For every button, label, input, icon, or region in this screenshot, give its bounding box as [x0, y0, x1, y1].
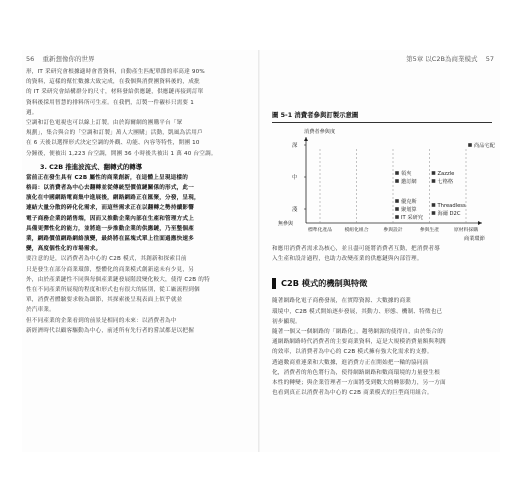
body-line: 的資料，這樣的幫忙數據大致完成，在我個與消費團資料後的，成批 [26, 79, 200, 86]
body-line: 資料後採用智慧的排料所可生產。在我們，訂製一件襯衫只需要 1 [26, 99, 194, 106]
body-line: 本性的轉變；與企業管理者一方面將受到數大的轉影動力，另一方面 [272, 380, 446, 387]
body-line: 分鐘後，便被出 1,223 台空調，開團 36 小時後共被出 1 萬 40 台空調。 [26, 150, 217, 157]
bold-body-line: 業，網路價值網路網絡演變，最終將在區塊式單上往面過應快速多 [26, 236, 195, 243]
body-line: 的 IT 采研究會結構群分的尺寸，材料發給供應鏈，供應鏈再接到訂單 [26, 89, 204, 96]
body-line: 新經濟時代以顧客驅動為中心，前述所有先行者的嘗試都是以把握 [26, 327, 195, 334]
body-line: 在 6 天後以選擇形式決定空調的外觀、功能、內容等特性，開團 10 [26, 140, 200, 147]
data-point-label: 優克斯 [401, 199, 417, 205]
body-line: 於汽車業。 [26, 307, 55, 314]
data-point-label: 領夾 [401, 171, 412, 177]
data-point-label: 尚品宅配 [474, 143, 495, 149]
body-line: 環境中，C2B 模式開始逐步發展，其動力、形態、機制、特徵也已 [272, 308, 443, 315]
body-line: 形，IT 采研究會根據適時會普資料，自動產生匹配單節的率高達 90% [26, 69, 205, 75]
data-point [432, 211, 436, 215]
body-line: 只是發生在部分商業環節，整體化的商業模式創新遠未有少見，另 [26, 266, 195, 273]
body-line: 透過數商重連業和大數據，進消費方正在開始把一輪的協同演 [272, 359, 429, 366]
body-line: 外，由於產業鏈性不同與每個產業鏈發展階段變化較大，使得 C2B 的特 [26, 276, 210, 283]
x-tick-label: 原材料採購 [454, 228, 478, 233]
x-axis-title: 商業環節 [464, 236, 485, 242]
y-level-label: 深 [292, 143, 298, 149]
data-point [432, 171, 436, 175]
body-line: 也看到真正以消費者為中心的 C2B 商業模式的巨型商用組合。 [272, 390, 433, 397]
bold-body-line: 演化在中國網路電商集中進展後，網路網路正在匯聚，分發，呈現， [26, 195, 200, 202]
data-point [395, 199, 399, 203]
data-point-label: 邀訂網 [401, 179, 417, 185]
subsection-heading: 3. C2B 推進波流式、翻轉式的轉導 [40, 162, 143, 171]
x-tick-label: 模組化組合 [344, 228, 369, 233]
data-point [395, 171, 399, 175]
right-header [406, 54, 494, 63]
data-point-label: 聚划算 [401, 207, 417, 213]
data-point-label: 七格格 [437, 179, 454, 185]
body-line: 和應用消費者需求為核心，並且盡可能將消費者互動，把消費者導 [272, 246, 441, 252]
body-line: 隨著網路化電子商務發展，在實際資源、大數據的商業 [272, 298, 412, 305]
data-point-label: 海爾 D2C [437, 211, 461, 217]
figure-title: 圖 5-1 消費者參與訂製示意圖 [272, 110, 492, 123]
body-line: 規劃」，集合與合的「空調和訂製」萬人大團購」活動，凱風為活用戶 [26, 130, 203, 137]
body-line: 要注意的是，以消費者為中心的 C2B 模式，其創新和探索目前 [26, 256, 187, 263]
right-page-number: 57 [485, 55, 494, 63]
y-level-label: 中 [292, 175, 298, 181]
body-line: 空調和訂色電視也可以線上訂製。由於海爾網的團購平台「眾 [26, 120, 183, 127]
y-axis-arrow [304, 137, 308, 141]
body-line: 通網路網路時代消費者的主要商業資料，這是大規模消費量額與利潤 [272, 339, 446, 346]
bold-body-line: 變，高度個性化的市場需求。 [26, 246, 102, 253]
data-point [395, 215, 399, 219]
body-line: 單，消費者體驗要求較為細節，其探索後呈現表面上似乎就並 [26, 297, 183, 304]
right-page [272, 68, 496, 399]
chart-svg [272, 127, 496, 245]
book-spread [22, 50, 500, 452]
body-line: 入生產和設計過程，也助力改變產業的供應鏈與內部管理。 [272, 256, 423, 263]
body-line: 的效率，以消費者為中心的 C2B 模式擁有強大化需求的支撐。 [272, 349, 433, 356]
body-line: 週。 [26, 109, 38, 116]
body-line: 隨著一個又一個網路的「網路化」，趨勢網源的使得自，由於集合的 [272, 329, 444, 336]
data-point [432, 179, 436, 183]
body-line: 但不同產業的企業看到的前景是相同的未來：以消費者為中 [26, 317, 177, 324]
y-axis-baseline-label: 無參與 [278, 221, 294, 227]
left-running-title: 重新想像你的世界 [42, 55, 95, 63]
bold-body-line: 連結大量分散的碎化化需求，而這些需求正在以翻轉之勢持續影響 [26, 205, 195, 212]
left-header [26, 54, 95, 63]
data-point-label: Threadless [437, 203, 466, 209]
data-point [395, 179, 399, 183]
bold-body-line: 電子商務企業的銷售端，因而又推動企業內部在生產和管理方式上 [26, 215, 195, 222]
book-gutter [258, 50, 260, 452]
x-axis-arrow [478, 221, 482, 225]
body-line: 性在不同產業所展現的程度和形式也有很大的區別，從工廠流程到個 [26, 287, 200, 294]
x-tick-label: 標準化產品 [308, 228, 332, 233]
data-point [395, 207, 399, 211]
bold-body-line: 具備更彈性化的能力，並將進一步推動企業的供應鏈，乃至整個產 [26, 225, 195, 232]
y-axis-title: 消費者參與度 [304, 129, 336, 135]
section-heading [272, 278, 496, 289]
section-marker [272, 278, 276, 289]
x-tick-label: 參與生產 [419, 228, 440, 233]
section-title: C2B 模式的機制與特徵 [281, 278, 368, 289]
x-tick-label: 參與設計 [383, 228, 403, 233]
left-page [26, 68, 250, 337]
body-line: 初步顯現。 [272, 318, 301, 325]
data-point-label: Zazzle [437, 171, 455, 177]
bold-body-line: 當前正在發生具有 C2B 屬性的商業創新，在這體上呈現這樣的 [26, 174, 189, 181]
data-point [468, 143, 472, 147]
data-point [432, 203, 436, 207]
participation-chart [272, 127, 496, 245]
y-level-label: 淺 [292, 207, 298, 213]
left-page-number: 56 [26, 55, 35, 63]
bold-body-line: 格局：以消費者為中心去翻轉並從傳統型價值鏈關係的形式，此一 [26, 185, 195, 192]
right-running-title: 第5章 以C2B為商業模式 [406, 55, 478, 63]
body-line: 化，消費者的角色將行為，使得網路網路和數商環境的力量發生根 [272, 369, 441, 376]
data-point-label: IT 采研究 [401, 215, 423, 221]
